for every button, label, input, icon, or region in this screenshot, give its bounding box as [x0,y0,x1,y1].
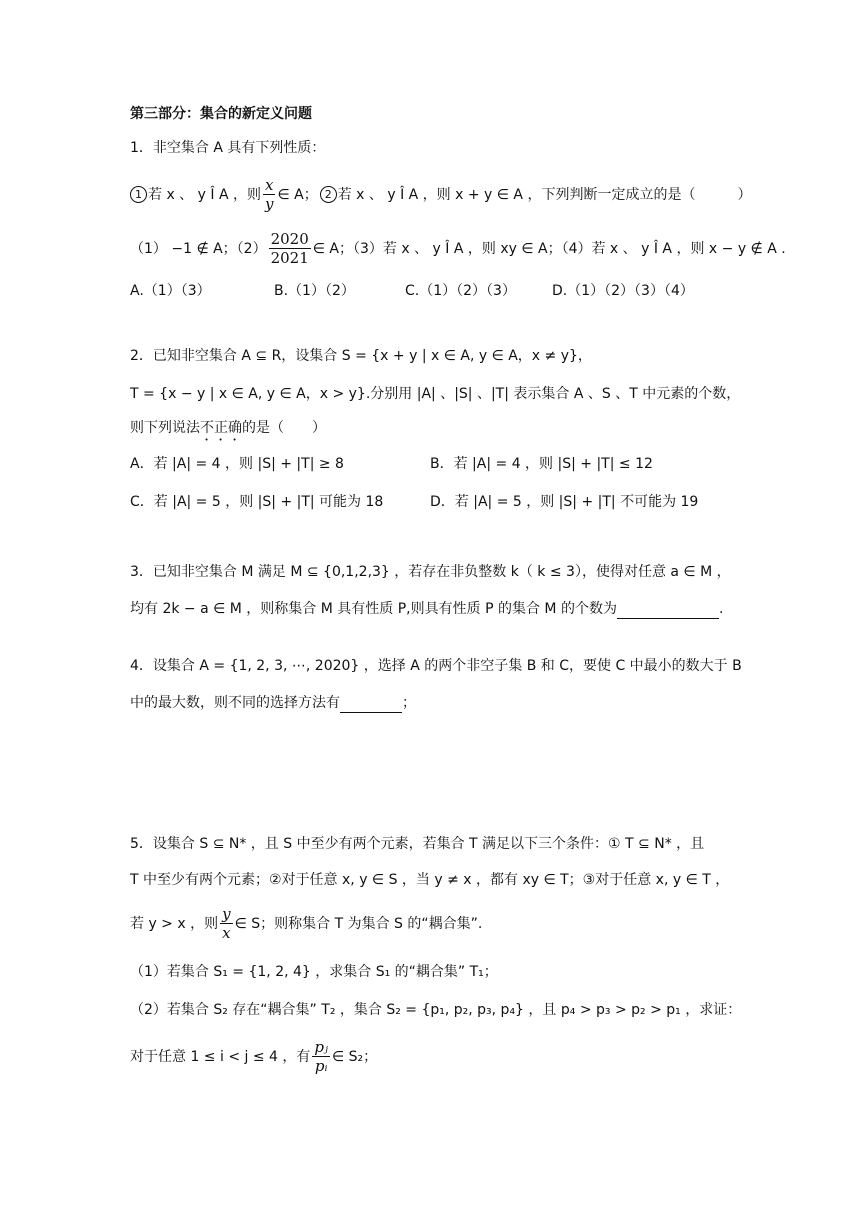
q1-frac-num: x [264,176,274,194]
q5-line3-b: ∈ S；则称集合 T 为集合 S 的“耦合集”. [234,915,483,932]
q3-line2 [130,598,723,619]
q1-conditions [130,176,751,213]
circled-one-icon: 1 [130,186,147,203]
section-title: 第三部分：集合的新定义问题 [130,106,312,122]
q1-item2-tail: ∈ A；（3）若 x 、 y Î A ，则 xy ∈ A；（4）若 x 、 y Î A ，则 x − y ∉ A . [312,240,786,257]
q1-stem: 1．非空集合 A 具有下列性质： [130,140,326,156]
q5-part2-c: ∈ S₂； [331,1048,378,1065]
q1-fraction [263,176,275,213]
q1-option-b: B.（1）（2） [274,283,355,299]
q1-item1: （1） −1 ∉ A；（2） [130,240,267,257]
q3-line2-end: . [718,601,724,617]
q1-option-a: A.（1）（3） [130,283,211,299]
q2-option-d: D．若 |A| = 5 ，则 |S| + |T| 不可能为 19 [430,494,699,510]
q3-line1: 3．已知非空集合 M 满足 M ⊆ {0,1,2,3} ，若存在非负整数 k（ k ≤ 3），使得对任意 a ∈ M ， [130,564,731,580]
q3-answer-blank [617,598,719,619]
q2-option-a: A．若 |A| = 4 ，则 |S| + |T| ≥ 8 [130,456,344,472]
q1-cond1-text: 若 x 、 y Î A ，则 [148,186,261,203]
circled-two-icon: 2 [320,186,337,203]
q2-line1: 2．已知非空集合 A ⊆ R，设集合 S = {x + y | x ∈ A, y ∈ A，x ≠ y}， [130,348,592,364]
q1-items [130,230,786,267]
q5-part1: （1）若集合 S₁ = {1, 2, 4} ，求集合 S₁ 的“耦合集” T₁； [130,964,498,980]
q2-line3-b: 的是（ ） [242,420,326,436]
q2-emphasis-not-correct: 不正确 [200,420,242,436]
q5-frac-den: x [222,924,231,942]
q1-option-d: D.（1）（2）（3）（4） [552,283,694,299]
q1-frac-den: y [264,195,274,213]
q4-answer-blank [340,692,402,713]
q2-line3 [130,418,326,444]
q4-line2-text: 中的最大数，则不同的选择方法有 [130,695,340,711]
q2-line2: T = {x − y | x ∈ A, y ∈ A，x > y}.分别用 |A| 、|S| 、|T| 表示集合 A 、S 、T 中元素的个数， [130,386,741,402]
q5-part2: （2）若集合 S₂ 存在“耦合集” T₂ ，集合 S₂ = {p₁, p₂, p₃, p₄} ，且 p₄ > p₃ > p₂ > p₁ ，求证： [130,1002,742,1018]
q5-frac3-num: pⱼ [314,1038,328,1056]
q3-line2-text: 均有 2k − a ∈ M ，则称集合 M 具有性质 P,则具有性质 P 的集合 M 的个数为 [130,601,617,617]
q4-line1: 4．设集合 A = {1, 2, 3, ⋯, 2020} ，选择 A 的两个非空子集 B 和 C，要使 C 中最小的数大于 B [130,658,742,674]
q2-line3-a: 则下列说法 [130,420,200,436]
q5-frac-num: y [222,905,231,923]
q1-cond1-tail: ∈ A； [277,186,318,203]
q1-option-c: C.（1）（2）（3） [405,283,516,299]
q5-part2-continued [130,1038,377,1075]
q5-line3 [130,905,482,942]
q2-option-c: C．若 |A| = 5 ，则 |S| + |T| 可能为 18 [130,494,384,510]
q5-line3-a: 若 y > x ，则 [130,915,219,932]
q2-option-b: B．若 |A| = 4 ，则 |S| + |T| ≤ 12 [430,456,653,472]
q5-fraction [220,905,232,942]
q5-frac3-den: pᵢ [314,1057,328,1075]
q4-line2 [130,692,416,713]
q1-frac2-den: 2021 [270,249,309,267]
q5-line2: T 中至少有两个元素；②对于任意 x, y ∈ S ，当 y ≠ x ，都有 xy ∈ T；③对于任意 x, y ∈ T ， [130,872,730,888]
q1-fraction-2020-2021 [269,230,311,267]
q1-frac2-num: 2020 [270,230,309,248]
q5-line1: 5．设集合 S ⊆ N* ，且 S 中至少有两个元素，若集合 T 满足以下三个条件：① T ⊆ N* ，且 [130,836,705,852]
q1-cond2-text: 若 x 、 y Î A ，则 x + y ∈ A ，下列判断一定成立的是（ ） [337,186,752,203]
q4-line2-end: ； [402,695,416,711]
q5-part2-b: 对于任意 1 ≤ i < j ≤ 4 ，有 [130,1048,311,1065]
q5-fraction-p [312,1038,330,1075]
